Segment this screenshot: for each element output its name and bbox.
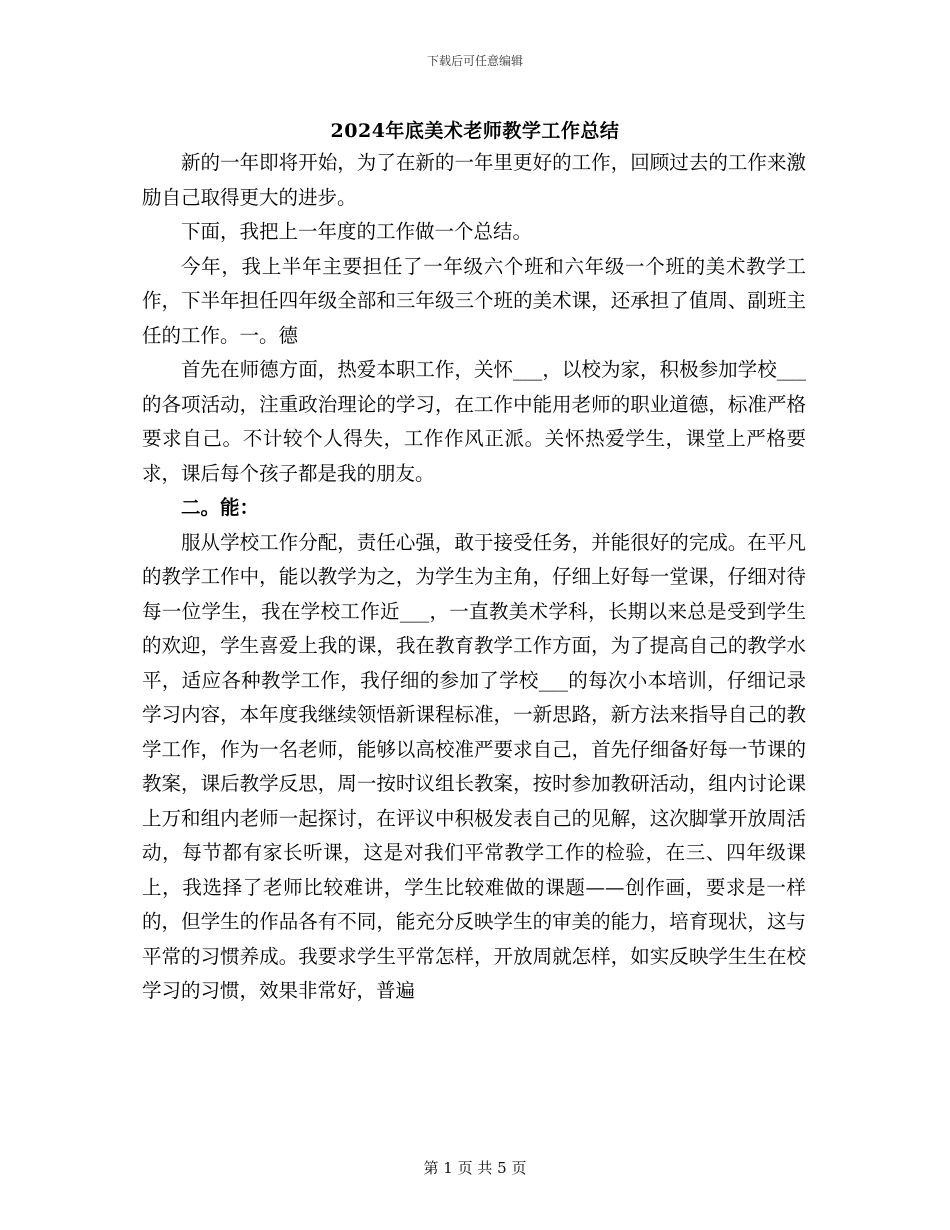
document-title: 2024年底美术老师教学工作总结 (330, 120, 620, 142)
paragraph-summary-lead: 下面，我把上一年度的工作做一个总结。 (181, 220, 533, 243)
paragraph-ethics: 首先在师德方面，热爱本职工作，关怀___，以校为家，积极参加学校___的各项活动，注重政治理论的学习，在工作中能用老师的职业道德，标准严格要求自己。不计较个人得失，工作作风正派。关怀热爱学生，课堂上严格要求，课后每个孩子都是我的朋友。 (142, 358, 806, 485)
page-number: 第 1 页 共 5 页 (423, 1159, 527, 1177)
paragraph-ability: 服从学校工作分配，责任心强，敢于接受任务，并能很好的完成。在平凡的教学工作中，能以教学为之，为学生为主角，仔细上好每一堂课，仔细对待每一位学生，我在学校工作近___，一直教美术学科，长期以来总是受到学生的欢迎，学生喜爱上我的课，我在教育教学工作方面，为了提高自己的教学水平，适应各种教学工作，我仔细的参加了学校___的每次小本培训，仔细记录学习内容，本年度我继续领悟新课程标准，一新思路，新方法来指导自己的教学工作，作为一名老师，能够以高校准严要求自己，首先仔细备好每一节课的教案，课后教学反思，周一按时议组长教案，按时参加教研活动，组内讨论课上万和组内老师一起探讨，在评议中积极发表自己的见解，这次脚掌开放周活动，每节都有家长听课，这是对我们平常教学工作的检验，在三、四年级课上，我选择了老师比较难讲，学生比较难做的课题——创作画，要求是一样的，但学生的作品各有不同，能充分反映学生的审美的能力，培育现状，这与平常的习惯养成。我要求学生平常怎样，开放周就怎样，如实反映学生生在校学习的习惯，效果非常好，普遍 (142, 530, 806, 1002)
document-body (142, 146, 806, 1009)
section-heading-ability: 二。能： (181, 496, 260, 519)
paragraph-intro: 新的一年即将开始，为了在新的一年里更好的工作，回顾过去的工作来激励自己取得更大的进步。 (142, 151, 806, 209)
paragraph-duties: 今年，我上半年主要担任了一年级六个班和六年级一个班的美术教学工作，下半年担任四年级全部和三年级三个班的美术课，还承担了值周、副班主任的工作。一。德 (142, 254, 806, 347)
header-note: 下载后可任意编辑 (426, 54, 523, 68)
